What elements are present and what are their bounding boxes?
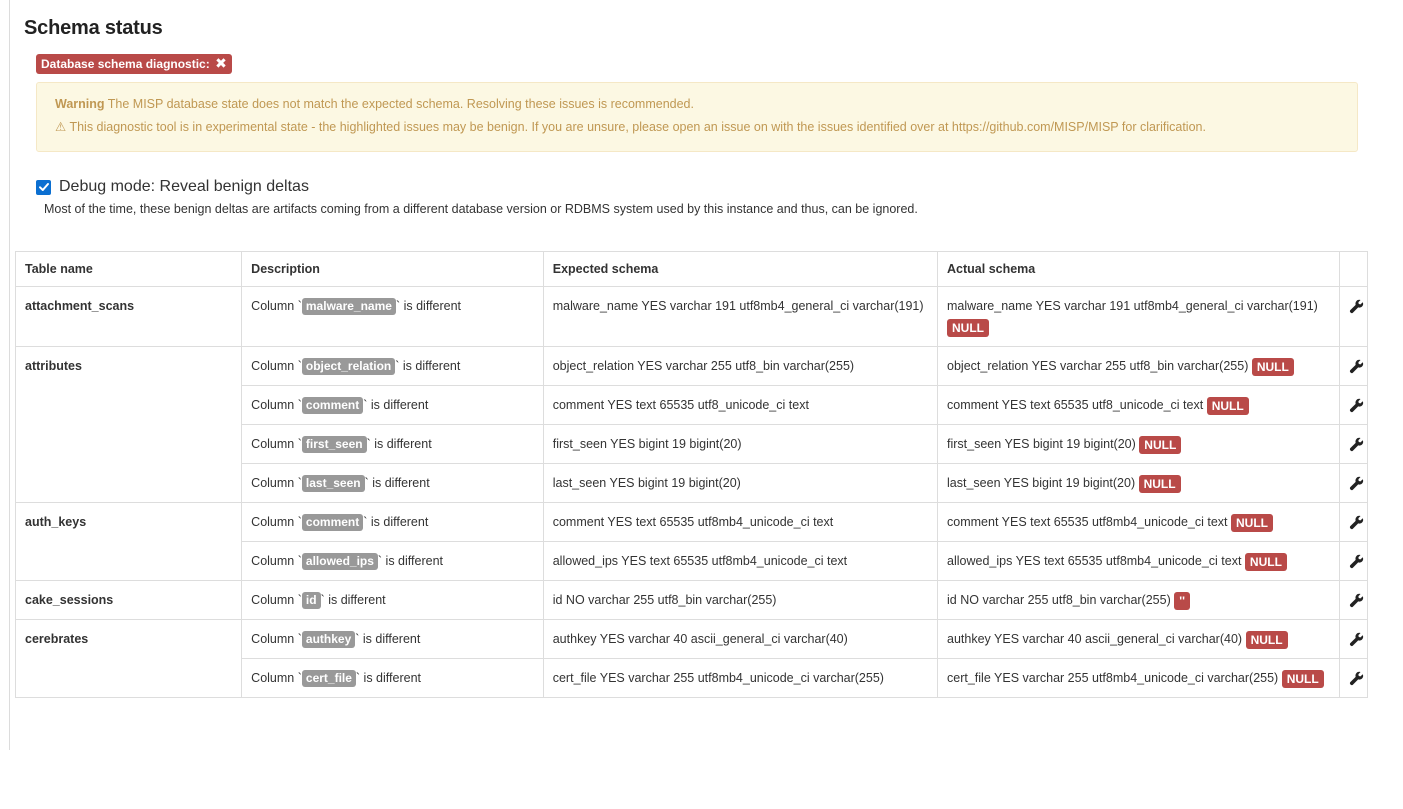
expected-schema-cell: object_relation YES varchar 255 utf8_bin varchar(255) — [543, 347, 937, 386]
actual-schema-cell — [938, 464, 1340, 503]
table-name-cell: attachment_scans — [16, 287, 242, 347]
header-actual-schema: Actual schema — [938, 252, 1340, 287]
desc-prefix: Column ` — [251, 476, 302, 490]
desc-suffix: ` is different — [355, 632, 421, 646]
expected-schema-cell: id NO varchar 255 utf8_bin varchar(255) — [543, 581, 937, 620]
expected-schema-cell: authkey YES varchar 40 ascii_general_ci varchar(40) — [543, 620, 937, 659]
actual-schema-text: first_seen YES bigint 19 bigint(20) — [947, 437, 1136, 451]
wrench-icon — [1349, 398, 1364, 413]
desc-prefix: Column ` — [251, 437, 302, 451]
desc-suffix: ` is different — [395, 299, 462, 313]
fix-column-button[interactable] — [1340, 347, 1368, 386]
desc-prefix: Column ` — [251, 359, 302, 373]
table-header-row — [16, 252, 1368, 287]
column-name-label: cert_file — [302, 670, 356, 687]
table-name-cell: cerebrates — [16, 620, 242, 698]
table-row — [16, 347, 1368, 386]
fix-column-button[interactable] — [1340, 659, 1368, 698]
actual-schema-cell — [938, 581, 1340, 620]
expected-schema-cell: cert_file YES varchar 255 utf8mb4_unicode_ci varchar(255) — [543, 659, 937, 698]
actual-schema-text: authkey YES varchar 40 ascii_general_ci varchar(40) — [947, 632, 1243, 646]
actual-schema-cell — [938, 620, 1340, 659]
column-name-label: allowed_ips — [302, 553, 378, 570]
column-name-label: comment — [302, 514, 363, 531]
null-badge: NULL — [1207, 397, 1249, 415]
wrench-icon — [1349, 632, 1364, 647]
wrench-icon — [1349, 593, 1364, 608]
table-body — [16, 287, 1368, 698]
debug-mode-toggle[interactable] — [36, 178, 1370, 196]
page-left-border — [9, 0, 10, 750]
actual-schema-cell — [938, 503, 1340, 542]
actual-schema-text: allowed_ips YES text 65535 utf8mb4_unicode_ci text — [947, 554, 1242, 568]
desc-prefix: Column ` — [251, 398, 302, 412]
table-row — [16, 503, 1368, 542]
column-name-label: first_seen — [302, 436, 367, 453]
header-expected-schema: Expected schema — [543, 252, 937, 287]
wrench-icon — [1349, 515, 1364, 530]
checkmark-icon — [38, 181, 50, 193]
actual-schema-text: comment YES text 65535 utf8_unicode_ci text — [947, 398, 1204, 412]
null-badge: NULL — [1245, 553, 1287, 571]
desc-prefix: Column ` — [251, 632, 302, 646]
description-cell — [242, 542, 544, 581]
null-badge: NULL — [1139, 475, 1181, 493]
column-name-label: id — [302, 592, 321, 609]
header-description: Description — [242, 252, 544, 287]
description-cell — [242, 425, 544, 464]
actual-schema-text: comment YES text 65535 utf8mb4_unicode_ci text — [947, 515, 1228, 529]
table-name-cell: attributes — [16, 347, 242, 503]
header-table-name: Table name — [16, 252, 242, 287]
description-cell — [242, 287, 544, 347]
header-actions — [1340, 252, 1368, 287]
null-badge: NULL — [1282, 670, 1324, 688]
expected-schema-cell: comment YES text 65535 utf8mb4_unicode_ci text — [543, 503, 937, 542]
desc-suffix: ` is different — [366, 437, 432, 451]
experimental-notice: ⚠ This diagnostic tool is in experimental state - the highlighted issues may be benign. If you are unsure, please open an issue on with the issues identified over at https://github.com/MISP/MISP for clarification. — [55, 120, 1206, 134]
description-cell — [242, 620, 544, 659]
expected-schema-cell: first_seen YES bigint 19 bigint(20) — [543, 425, 937, 464]
expected-schema-cell: last_seen YES bigint 19 bigint(20) — [543, 464, 937, 503]
column-name-label: malware_name — [302, 298, 396, 315]
expected-schema-cell: comment YES text 65535 utf8_unicode_ci text — [543, 386, 937, 425]
desc-prefix: Column ` — [251, 554, 302, 568]
benign-deltas-hint: Most of the time, these benign deltas are artifacts coming from a different database version or RDBMS system used by this instance and thus, can be ignored. — [44, 202, 918, 216]
fix-column-button[interactable] — [1340, 620, 1368, 659]
close-icon: ✖ — [215, 55, 227, 71]
diagnostic-badge — [36, 54, 232, 74]
wrench-icon — [1349, 359, 1364, 374]
desc-suffix: ` is different — [395, 359, 461, 373]
expected-schema-cell: malware_name YES varchar 191 utf8mb4_general_ci varchar(191) — [543, 287, 937, 347]
diagnostic-badge-label: Database schema diagnostic: — [41, 57, 210, 71]
wrench-icon — [1349, 671, 1364, 686]
fix-column-button[interactable] — [1340, 287, 1368, 347]
page-title: Schema status — [24, 17, 163, 39]
schema-status-section — [24, 14, 1370, 216]
wrench-icon — [1349, 299, 1364, 314]
actual-schema-cell — [938, 659, 1340, 698]
actual-schema-text: cert_file YES varchar 255 utf8mb4_unicode_ci varchar(255) — [947, 671, 1279, 685]
column-name-label: object_relation — [302, 358, 395, 375]
warning-label: Warning — [55, 97, 105, 111]
table-row — [16, 581, 1368, 620]
table-row — [16, 287, 1368, 347]
fix-column-button[interactable] — [1340, 503, 1368, 542]
desc-suffix: ` is different — [363, 515, 429, 529]
description-cell — [242, 464, 544, 503]
null-badge: NULL — [1231, 514, 1273, 532]
fix-column-button[interactable] — [1340, 464, 1368, 503]
table-row — [16, 620, 1368, 659]
description-cell — [242, 581, 544, 620]
wrench-icon — [1349, 437, 1364, 452]
null-badge: NULL — [1139, 436, 1181, 454]
actual-schema-cell — [938, 425, 1340, 464]
null-badge: '' — [1174, 592, 1190, 610]
null-badge: NULL — [1252, 358, 1294, 376]
description-cell — [242, 386, 544, 425]
warning-alert — [36, 82, 1358, 152]
schema-diff-table — [15, 251, 1368, 698]
actual-schema-text: last_seen YES bigint 19 bigint(20) — [947, 476, 1136, 490]
column-name-label: authkey — [302, 631, 355, 648]
desc-prefix: Column ` — [251, 299, 302, 313]
description-cell — [242, 347, 544, 386]
fix-column-button[interactable] — [1340, 425, 1368, 464]
fix-column-button[interactable] — [1340, 542, 1368, 581]
desc-prefix: Column ` — [251, 515, 302, 529]
actual-schema-text: object_relation YES varchar 255 utf8_bin varchar(255) — [947, 359, 1249, 373]
actual-schema-cell — [938, 542, 1340, 581]
description-cell — [242, 503, 544, 542]
expected-schema-cell: allowed_ips YES text 65535 utf8mb4_unicode_ci text — [543, 542, 937, 581]
wrench-icon — [1349, 476, 1364, 491]
column-name-label: last_seen — [302, 475, 365, 492]
column-name-label: comment — [302, 397, 363, 414]
desc-prefix: Column ` — [251, 671, 302, 685]
null-badge: NULL — [947, 319, 989, 337]
debug-mode-checkbox[interactable] — [36, 180, 51, 195]
description-cell — [242, 659, 544, 698]
table-name-cell: cake_sessions — [16, 581, 242, 620]
wrench-icon — [1349, 554, 1364, 569]
warning-text: The MISP database state does not match the expected schema. Resolving these issues is recommended. — [107, 97, 694, 111]
table-name-cell: auth_keys — [16, 503, 242, 581]
actual-schema-text: malware_name YES varchar 191 utf8mb4_general_ci varchar(191) — [947, 299, 1318, 313]
actual-schema-cell — [938, 347, 1340, 386]
null-badge: NULL — [1246, 631, 1288, 649]
actual-schema-text: id NO varchar 255 utf8_bin varchar(255) — [947, 593, 1171, 607]
desc-suffix: ` is different — [320, 593, 386, 607]
actual-schema-cell — [938, 386, 1340, 425]
desc-suffix: ` is different — [363, 398, 429, 412]
fix-column-button[interactable] — [1340, 386, 1368, 425]
desc-suffix: ` is different — [377, 554, 443, 568]
actual-schema-cell — [938, 287, 1340, 347]
desc-suffix: ` is different — [355, 671, 421, 685]
fix-column-button[interactable] — [1340, 581, 1368, 620]
desc-prefix: Column ` — [251, 593, 302, 607]
desc-suffix: ` is different — [364, 476, 430, 490]
debug-mode-label: Debug mode: Reveal benign deltas — [59, 178, 309, 195]
